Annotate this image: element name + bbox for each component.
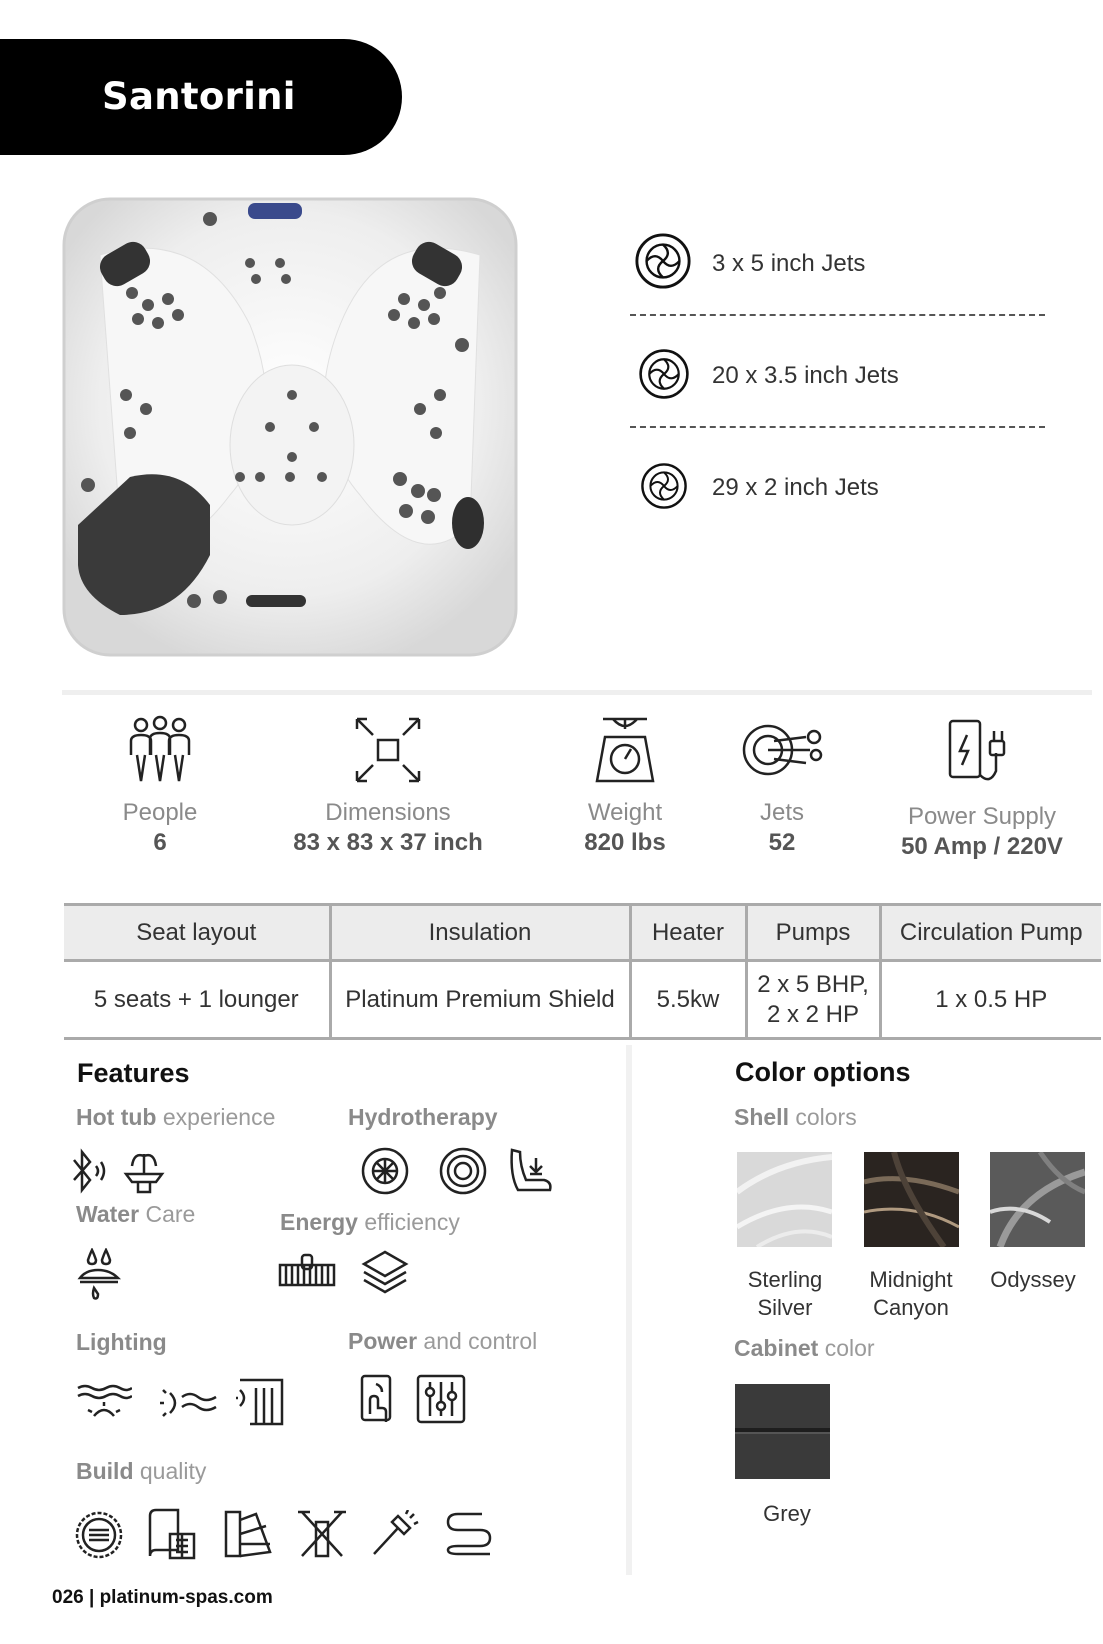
insulation-panel-icon <box>278 1253 336 1289</box>
rotary-jet-icon <box>438 1146 488 1196</box>
energy-efficiency-heading: Energy efficiency <box>280 1209 460 1235</box>
stat-value: 83 x 83 x 37 inch <box>293 829 483 856</box>
control-panel-sliders-icon <box>416 1374 466 1424</box>
stat-value: 6 <box>153 829 167 856</box>
stat-dimensions <box>268 715 508 857</box>
cell-circulation-pump: 1 x 0.5 HP <box>880 961 1101 1039</box>
website-link[interactable]: | platinum-spas.com <box>88 1587 273 1608</box>
cell-pumps <box>746 961 880 1039</box>
pumps-line-1: 2 x 5 BHP, <box>757 970 869 998</box>
swatch-label: Odyssey <box>990 1267 1076 1292</box>
jets-icon <box>740 715 824 785</box>
jet-row <box>630 452 1045 564</box>
stat-value: 50 Amp / 220V <box>901 833 1063 860</box>
jet-row <box>630 228 1045 340</box>
stat-value: 820 lbs <box>584 829 666 856</box>
swatch-midnight-canyon <box>864 1152 959 1247</box>
color-swatch-icon <box>222 1508 274 1560</box>
bluetooth-audio-icon <box>68 1146 108 1196</box>
touch-control-icon <box>356 1374 396 1426</box>
power-supply-icon <box>946 715 1018 789</box>
cabinet-color-heading: Cabinet color <box>734 1335 875 1361</box>
features-title: Features <box>77 1058 190 1088</box>
cell-insulation: Platinum Premium Shield <box>330 961 630 1039</box>
weight-scale-icon <box>593 715 657 785</box>
dashed-divider <box>630 314 1045 316</box>
stat-people <box>100 715 220 857</box>
large-jet-icon <box>634 232 692 290</box>
water-care-heading: Water Care <box>76 1201 196 1227</box>
pumps-line-2: 2 x 2 HP <box>766 1000 860 1028</box>
swatch-grey-cabinet <box>735 1384 830 1479</box>
power-and-control-heading: Power and control <box>348 1328 538 1354</box>
swatch-sterling-silver <box>737 1152 832 1247</box>
cabinet-light-icon <box>236 1376 286 1428</box>
page-title: Santorini <box>102 75 296 118</box>
blueprint-icon <box>146 1508 198 1560</box>
color-options-title: Color options <box>735 1057 911 1087</box>
lighting-heading: Lighting <box>76 1329 167 1355</box>
jet-row <box>630 340 1045 452</box>
cell-seat-layout: 5 seats + 1 lounger <box>64 961 330 1039</box>
hot-tub-experience-heading: Hot tub experience <box>76 1104 276 1130</box>
stats-divider <box>62 690 1092 695</box>
page-footer <box>52 1587 273 1609</box>
stat-label: Power Supply <box>907 803 1057 830</box>
swatch-odyssey <box>990 1152 1085 1247</box>
col-insulation: Insulation <box>330 905 630 961</box>
table-row <box>64 961 1101 1039</box>
swatch-label: Grey <box>763 1501 811 1526</box>
tools-icon <box>296 1508 348 1560</box>
pipe-coil-icon <box>444 1510 494 1558</box>
dashed-divider <box>630 426 1045 428</box>
stat-power-supply <box>862 715 1102 861</box>
title-banner <box>0 39 402 155</box>
underwater-light-icon <box>76 1382 132 1424</box>
spa-top-view-image <box>60 195 520 661</box>
fountain-icon <box>122 1146 166 1196</box>
col-circulation-pump: Circulation Pump <box>880 905 1101 961</box>
stat-label: People <box>122 799 198 826</box>
water-purification-icon <box>76 1248 122 1304</box>
col-seat-layout: Seat layout <box>64 905 330 961</box>
jet-list <box>630 228 1045 564</box>
massage-jet-icon <box>360 1146 410 1196</box>
swatch-label: Midnight Canyon <box>869 1267 953 1320</box>
dimensions-icon <box>353 715 423 785</box>
quality-badge-icon <box>74 1510 124 1560</box>
jet-label: 20 x 3.5 inch Jets <box>712 362 899 389</box>
hydrotherapy-heading: Hydrotherapy <box>348 1104 498 1130</box>
stat-weight <box>560 715 690 857</box>
stat-label: Jets <box>759 799 804 826</box>
layered-cover-icon <box>360 1248 410 1296</box>
stat-label: Dimensions <box>325 799 451 826</box>
cell-heater: 5.5kw <box>630 961 746 1039</box>
jet-label: 3 x 5 inch Jets <box>712 250 866 277</box>
column-divider <box>626 1045 632 1575</box>
hammer-icon <box>370 1510 420 1558</box>
stat-jets <box>722 715 842 857</box>
small-jet-icon <box>640 462 688 510</box>
lounger-seat-jet-icon <box>506 1146 556 1196</box>
shell-colors-heading: Shell colors <box>734 1104 857 1130</box>
people-icon <box>127 715 193 785</box>
col-pumps: Pumps <box>746 905 880 961</box>
stat-value: 52 <box>768 829 796 856</box>
mood-light-icon <box>160 1385 220 1421</box>
jet-label: 29 x 2 inch Jets <box>712 474 879 501</box>
table-header-row <box>64 905 1101 961</box>
col-heater: Heater <box>630 905 746 961</box>
page-number: 026 <box>52 1587 84 1608</box>
swatch-label: Sterling Silver <box>747 1267 823 1320</box>
stat-label: Weight <box>587 799 663 826</box>
build-quality-heading: Build quality <box>76 1458 207 1484</box>
specs-table <box>64 903 1101 1040</box>
medium-jet-icon <box>638 348 690 400</box>
